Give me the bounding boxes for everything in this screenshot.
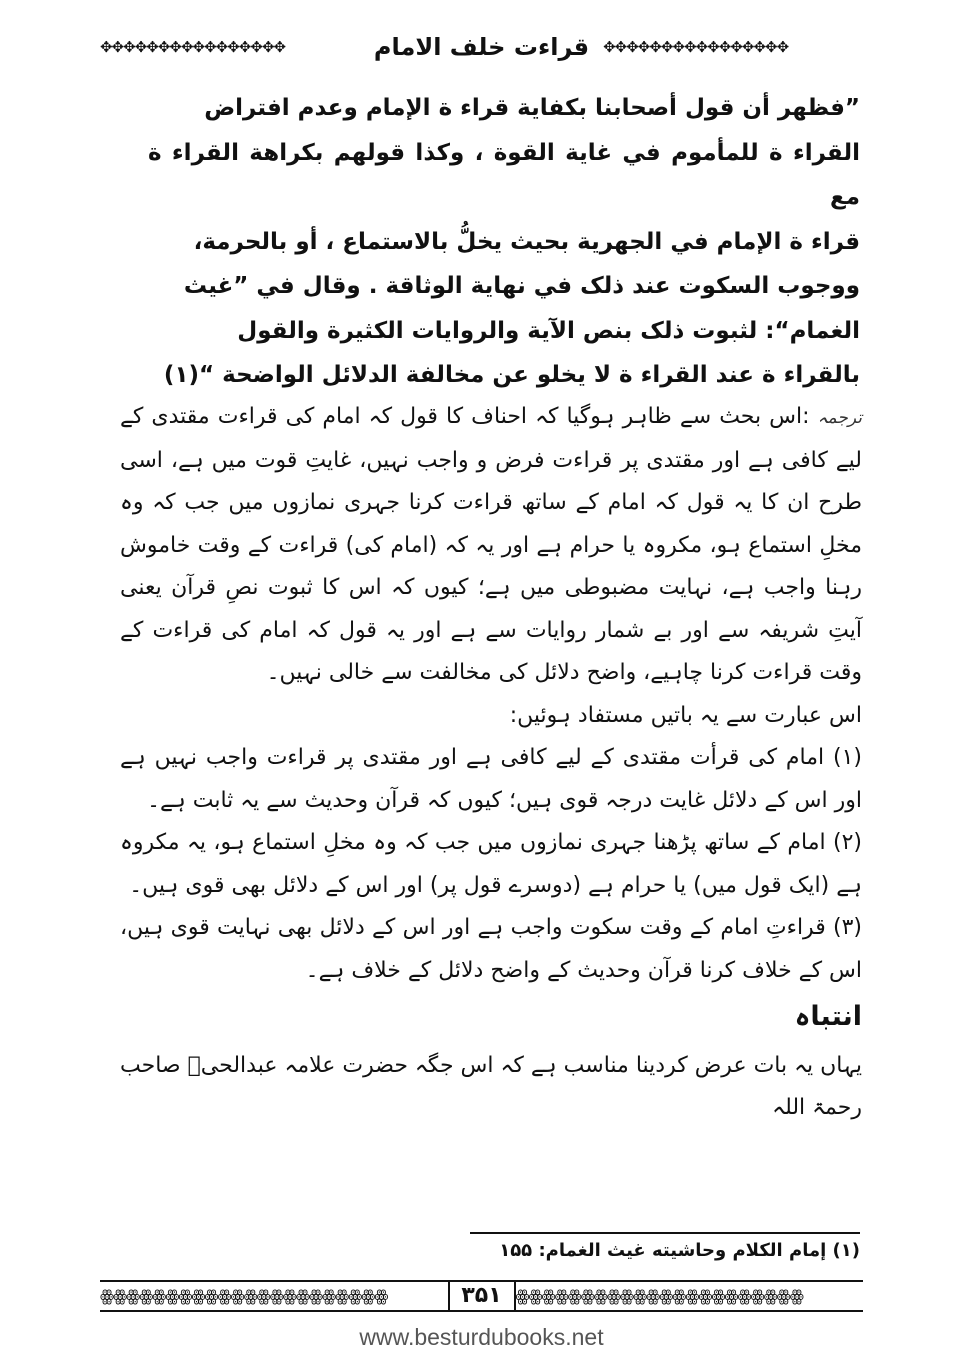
page-number: ۳۵۱ (448, 1282, 516, 1310)
arabic-line: قراء ة الإمام في الجهرية بحيث يخلُّ بالاستماع ، أو بالحرمة، (193, 228, 860, 255)
page-header (100, 28, 863, 66)
running-title: قراءت خلف الامام (373, 33, 590, 61)
arabic-quote (148, 86, 860, 398)
translation-paragraph (120, 396, 862, 695)
header-ornament-right: ✥✥✥✥✥✥✥✥✥✥✥✥✥✥✥✥ (603, 38, 789, 56)
arabic-line: بالقراء ة عند القراء ة لا يخلو عن مخالفة الدلائل الواضحة “(۱) (163, 362, 860, 388)
section-heading: انتباہ (794, 1001, 862, 1032)
conclusions-intro: اس عبارت سے یہ باتیں مستفاد ہوئیں: (509, 702, 862, 728)
page-footer (100, 1280, 863, 1312)
arabic-line: الغمام“: لثبوت ذلک بنص الآية والروايات الكثيرة والقول (237, 317, 860, 344)
website-watermark: www.besturdubooks.net (359, 1324, 604, 1350)
tarjama-marker: ترجمہ (817, 408, 862, 428)
section-text: یہاں یہ بات عرض کردینا مناسب ہے کہ اس جگہ حضرت علامہ عبدالحیؒ صاحب رحمۃ اللہ (120, 1052, 862, 1120)
conclusion-item-1: (۱) امام کی قرأت مقتدی کے لیے کافی ہے اور مقتدی پر قراءت واجب نہیں ہے اور اس کے دلائل غایت درجہ قوی ہیں؛ کیوں کہ قرآن وحدیث سے یہ ثابت ہے۔ (120, 745, 862, 813)
footnote-divider (470, 1232, 860, 1234)
arabic-line: ووجوب السكوت عند ذلک في نهاية الوثاقة . وقال في ”غيث (183, 273, 860, 299)
arabic-line: ”فظهر أن قول أصحابنا بكفاية قراء ة الإمام وعدم افتراض (204, 95, 860, 121)
conclusion-item-2: (۲) امام کے ساتھ پڑھنا جہری نمازوں میں جب کہ وہ مخلِ استماع ہو، یہ مکروہ ہے (ایک قول میں) یا حرام ہے (دوسرے قول پر) اور اس کے دلائل بھی قوی ہیں۔ (120, 830, 862, 898)
translation-text: :اس بحث سے ظاہر ہوگیا کہ احناف کا قول کہ امام کی قراءت مقتدی کے لیے کافی ہے اور مقتدی پر قراءت فرض و واجب نہیں، غایتِ قوت میں ہے، اسی طرح ان کا یہ قول کہ امام کے ساتھ قراءت کرنا جہری نمازوں میں جب کہ وہ مخلِ استماع ہو، مکروہ یا حرام ہے اور یہ کہ (امام کی) قراءت کے وقت خاموش رہنا واجب ہے، نہایت مضبوطی میں ہے؛ کیوں کہ اس کا ثبوت نصِ قرآن یعنی آیتِ شریفہ سے اور بے شمار روایات سے ہے اور یہ قول کہ امام کی قراءت کے وقت قراءت کرنا چاہیے، واضح دلائل کی مخالفت سے خالی نہیں۔ (120, 404, 862, 685)
header-ornament-left: ✥✥✥✥✥✥✥✥✥✥✥✥✥✥✥✥ (99, 38, 286, 56)
footnote: (۱) إمام الكلام وحاشيته غيث الغمام: ۱۵۵ (499, 1240, 860, 1261)
footer-ornament-right: ꙮꙮꙮꙮꙮꙮꙮꙮꙮꙮꙮꙮꙮꙮꙮꙮꙮꙮꙮꙮꙮꙮ (515, 1286, 803, 1305)
arabic-line: القراء ة للمأموم في غاية القوة ، وكذا قولهم بكراهة القراء ة مع (148, 139, 860, 210)
conclusion-item-3: (۳) قراءتِ امام کے وقت سکوت واجب ہے اور اس کے دلائل بھی نہایت قوی ہیں، اس کے خلاف کرنا قرآن وحدیث کے واضح دلائل کے خلاف ہے۔ (120, 915, 862, 983)
urdu-body (120, 396, 862, 1130)
footer-ornament-left: ꙮꙮꙮꙮꙮꙮꙮꙮꙮꙮꙮꙮꙮꙮꙮꙮꙮꙮꙮꙮꙮꙮ (100, 1286, 388, 1305)
